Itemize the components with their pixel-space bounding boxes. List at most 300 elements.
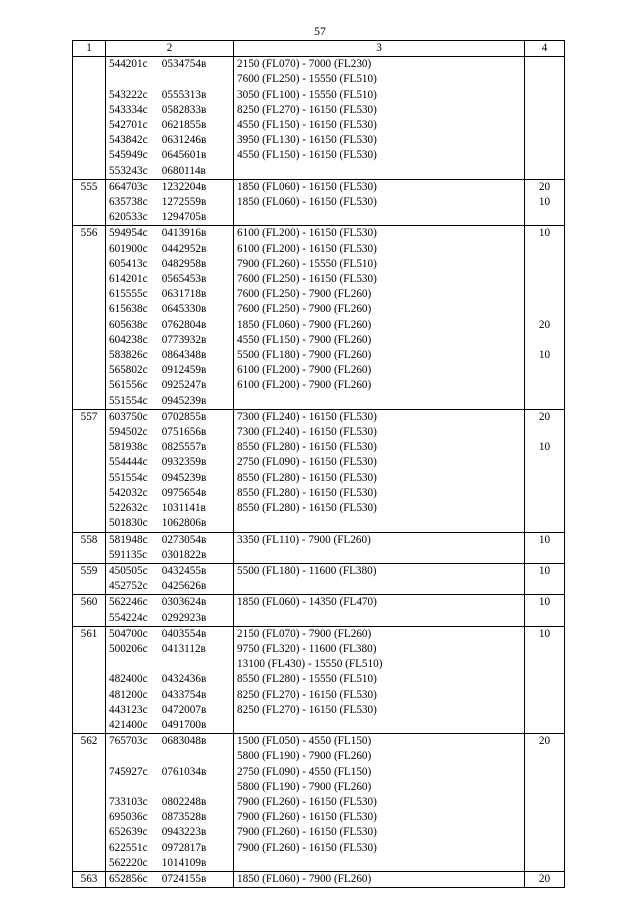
- value-cell: [525, 516, 565, 532]
- altitude-range-cell: 1500 (FL050) - 4550 (FL150): [234, 734, 525, 750]
- table-row: [73, 287, 565, 302]
- longitude-code: 1062806в: [161, 517, 207, 530]
- longitude-code: 0413916в: [161, 227, 207, 240]
- longitude-code: 0482958в: [161, 257, 207, 270]
- latitude-code: 421400с: [109, 718, 148, 731]
- column-header-1: 1: [73, 41, 106, 57]
- zone-number-cell: [73, 348, 106, 363]
- altitude-range-cell: 7600 (FL250) - 7900 (FL260): [234, 302, 525, 317]
- value-cell: [525, 548, 565, 564]
- table-row: [73, 103, 565, 118]
- column-header-3: 3: [234, 41, 525, 57]
- zone-number-cell: [73, 425, 106, 440]
- zone-number-cell: [73, 88, 106, 103]
- value-cell: [525, 471, 565, 486]
- table-body: [73, 57, 565, 888]
- zone-number-cell: 560: [73, 595, 106, 611]
- page-number: 57: [314, 24, 326, 38]
- longitude-code: 1294705в: [161, 211, 207, 224]
- latitude-code: 542032с: [109, 486, 148, 499]
- latitude-code: 443123с: [109, 703, 148, 716]
- coordinates-cell: [106, 579, 234, 595]
- longitude-code: 0303624в: [161, 596, 207, 609]
- zone-number-cell: [73, 657, 106, 672]
- table-row: [73, 703, 565, 718]
- longitude-code: 0683048в: [161, 735, 207, 748]
- latitude-code: 543842с: [109, 134, 148, 147]
- coordinates-cell: [106, 516, 234, 532]
- table-row: [73, 471, 565, 486]
- altitude-range-cell: [234, 164, 525, 180]
- zone-number-cell: [73, 501, 106, 516]
- altitude-range-cell: 7900 (FL260) - 15550 (FL510): [234, 257, 525, 272]
- value-cell: [525, 780, 565, 795]
- latitude-code: 603750с: [109, 410, 148, 423]
- altitude-range-cell: 5500 (FL180) - 7900 (FL260): [234, 348, 525, 363]
- altitude-range-cell: 6100 (FL200) - 7900 (FL260): [234, 378, 525, 393]
- latitude-code: 594954с: [109, 227, 148, 240]
- coordinates-cell: [106, 595, 234, 611]
- altitude-range-cell: [234, 611, 525, 627]
- table-row: [73, 486, 565, 501]
- altitude-range-cell: 7600 (FL250) - 7900 (FL260): [234, 287, 525, 302]
- table-row: [73, 394, 565, 410]
- zone-number-cell: [73, 718, 106, 734]
- coordinates-cell: [106, 148, 234, 163]
- table-row: [73, 657, 565, 672]
- latitude-code: 551554с: [109, 394, 148, 407]
- coordinates-cell: [106, 378, 234, 393]
- value-cell: [525, 825, 565, 840]
- altitude-range-cell: 6100 (FL200) - 16150 (FL530): [234, 242, 525, 257]
- altitude-range-cell: 8550 (FL280) - 16150 (FL530): [234, 471, 525, 486]
- value-cell: [525, 118, 565, 133]
- table-row: [73, 548, 565, 564]
- zone-number-cell: 557: [73, 409, 106, 425]
- value-cell: 10: [525, 563, 565, 579]
- latitude-code: 601900с: [109, 242, 148, 255]
- longitude-code: 0645330в: [161, 303, 207, 316]
- value-cell: 20: [525, 409, 565, 425]
- coordinates-cell: [106, 272, 234, 287]
- altitude-range-cell: 2150 (FL070) - 7000 (FL230): [234, 57, 525, 73]
- value-cell: [525, 363, 565, 378]
- value-cell: [525, 242, 565, 257]
- table-row: [73, 718, 565, 734]
- coordinates-cell: [106, 455, 234, 470]
- coordinates-cell: [106, 257, 234, 272]
- zone-number-cell: [73, 148, 106, 163]
- longitude-code: 0680114в: [161, 164, 206, 177]
- longitude-code: 0802248в: [161, 795, 207, 808]
- altitude-range-cell: 7900 (FL260) - 16150 (FL530): [234, 795, 525, 810]
- longitude-code: 0425626в: [161, 580, 207, 593]
- coordinates-cell: [106, 195, 234, 210]
- altitude-range-cell: 7600 (FL250) - 15550 (FL510): [234, 72, 525, 87]
- zone-number-cell: [73, 642, 106, 657]
- coordinates-cell: [106, 688, 234, 703]
- airspace-table: [72, 40, 565, 888]
- coordinates-cell: [106, 871, 234, 887]
- value-cell: [525, 272, 565, 287]
- latitude-code: 664703с: [109, 180, 148, 193]
- longitude-code: 0432455в: [161, 564, 207, 577]
- zone-number-cell: [73, 440, 106, 455]
- longitude-code: 1232204в: [161, 180, 207, 193]
- coordinates-cell: [106, 856, 234, 872]
- value-cell: [525, 642, 565, 657]
- value-cell: [525, 501, 565, 516]
- coordinates-cell: [106, 164, 234, 180]
- longitude-code: 0932359в: [161, 456, 207, 469]
- zone-number-cell: [73, 749, 106, 764]
- zone-number-cell: [73, 394, 106, 410]
- latitude-code: 481200с: [109, 688, 148, 701]
- zone-number-cell: [73, 765, 106, 780]
- altitude-range-cell: 8250 (FL270) - 16150 (FL530): [234, 688, 525, 703]
- zone-number-cell: [73, 242, 106, 257]
- coordinates-cell: [106, 394, 234, 410]
- longitude-code: 0273054в: [161, 533, 207, 546]
- table-row: [73, 72, 565, 87]
- longitude-code: 0631718в: [161, 288, 207, 301]
- table-row: [73, 272, 565, 287]
- table-row: [73, 378, 565, 393]
- latitude-code: 620533с: [109, 211, 148, 224]
- latitude-code: 583826с: [109, 349, 148, 362]
- coordinates-cell: [106, 118, 234, 133]
- zone-number-cell: 562: [73, 734, 106, 750]
- latitude-code: 635738с: [109, 196, 148, 209]
- longitude-code: 0621855в: [161, 119, 207, 132]
- table-row: [73, 579, 565, 595]
- value-cell: [525, 672, 565, 687]
- coordinates-cell: [106, 242, 234, 257]
- value-cell: [525, 718, 565, 734]
- coordinates-cell: [106, 841, 234, 856]
- table-row: [73, 611, 565, 627]
- longitude-code: 1272559в: [161, 196, 207, 209]
- zone-number-cell: [73, 810, 106, 825]
- altitude-range-cell: 9750 (FL320) - 11600 (FL380): [234, 642, 525, 657]
- longitude-code: 0912459в: [161, 364, 207, 377]
- table-row: [73, 348, 565, 363]
- table-row: [73, 333, 565, 348]
- zone-number-cell: [73, 579, 106, 595]
- altitude-range-cell: [234, 718, 525, 734]
- zone-number-cell: [73, 195, 106, 210]
- zone-number-cell: [73, 272, 106, 287]
- longitude-code: 0472007в: [161, 703, 207, 716]
- value-cell: 10: [525, 595, 565, 611]
- value-cell: [525, 133, 565, 148]
- value-cell: 20: [525, 179, 565, 195]
- latitude-code: 765703с: [109, 735, 148, 748]
- value-cell: [525, 765, 565, 780]
- coordinates-cell: [106, 409, 234, 425]
- longitude-code: 1031141в: [161, 502, 206, 515]
- value-cell: 20: [525, 734, 565, 750]
- table-row: [73, 780, 565, 795]
- coordinates-cell: [106, 287, 234, 302]
- table-row: [73, 749, 565, 764]
- longitude-code: 0292923в: [161, 611, 207, 624]
- value-cell: [525, 486, 565, 501]
- longitude-code: 0945239в: [161, 471, 207, 484]
- value-cell: [525, 57, 565, 73]
- altitude-range-cell: [234, 394, 525, 410]
- table-row: [73, 810, 565, 825]
- latitude-code: 450505с: [109, 564, 148, 577]
- altitude-range-cell: 1850 (FL060) - 7900 (FL260): [234, 318, 525, 333]
- altitude-range-cell: 8550 (FL280) - 15550 (FL510): [234, 672, 525, 687]
- altitude-range-cell: [234, 210, 525, 226]
- zone-number-cell: [73, 133, 106, 148]
- value-cell: [525, 164, 565, 180]
- table-row: [73, 841, 565, 856]
- coordinates-cell: [106, 532, 234, 548]
- latitude-code: 452752с: [109, 580, 148, 593]
- coordinates-cell: [106, 57, 234, 73]
- longitude-code: 0301822в: [161, 548, 207, 561]
- zone-number-cell: 563: [73, 871, 106, 887]
- value-cell: 10: [525, 348, 565, 363]
- value-cell: [525, 378, 565, 393]
- coordinates-cell: [106, 795, 234, 810]
- latitude-code: 581938с: [109, 441, 148, 454]
- zone-number-cell: 555: [73, 179, 106, 195]
- table-row: [73, 516, 565, 532]
- value-cell: [525, 856, 565, 872]
- table-row: [73, 563, 565, 579]
- table-row: [73, 133, 565, 148]
- latitude-code: 604238с: [109, 333, 148, 346]
- altitude-range-cell: 7900 (FL260) - 16150 (FL530): [234, 841, 525, 856]
- zone-number-cell: [73, 118, 106, 133]
- longitude-code: 0432436в: [161, 673, 207, 686]
- longitude-code: 0413112в: [161, 642, 206, 655]
- zone-number-cell: [73, 378, 106, 393]
- zone-number-cell: [73, 486, 106, 501]
- altitude-range-cell: 1850 (FL060) - 7900 (FL260): [234, 871, 525, 887]
- table-row: [73, 88, 565, 103]
- coordinates-cell: [106, 765, 234, 780]
- longitude-code: 0433754в: [161, 688, 207, 701]
- altitude-range-cell: 4550 (FL150) - 16150 (FL530): [234, 148, 525, 163]
- latitude-code: 581948с: [109, 533, 148, 546]
- latitude-code: 551554с: [109, 471, 148, 484]
- table-row: [73, 595, 565, 611]
- zone-number-cell: [73, 363, 106, 378]
- table-row: [73, 642, 565, 657]
- coordinates-cell: [106, 318, 234, 333]
- zone-number-cell: [73, 210, 106, 226]
- longitude-code: 0975654в: [161, 486, 207, 499]
- zone-number-cell: [73, 703, 106, 718]
- zone-number-cell: [73, 333, 106, 348]
- column-header-2: 2: [106, 41, 234, 57]
- zone-number-cell: [73, 780, 106, 795]
- value-cell: [525, 394, 565, 410]
- table-row: [73, 164, 565, 180]
- coordinates-cell: [106, 226, 234, 242]
- table-row: [73, 795, 565, 810]
- latitude-code: 545949с: [109, 149, 148, 162]
- zone-number-cell: [73, 611, 106, 627]
- longitude-code: 0555313в: [161, 88, 207, 101]
- longitude-code: 0943223в: [161, 826, 207, 839]
- value-cell: [525, 841, 565, 856]
- value-cell: [525, 425, 565, 440]
- altitude-range-cell: 3350 (FL110) - 7900 (FL260): [234, 532, 525, 548]
- longitude-code: 0491700в: [161, 718, 207, 731]
- value-cell: [525, 749, 565, 764]
- longitude-code: 0702855в: [161, 410, 207, 423]
- longitude-code: 0773932в: [161, 333, 207, 346]
- value-cell: [525, 688, 565, 703]
- altitude-range-cell: 2150 (FL070) - 7900 (FL260): [234, 626, 525, 642]
- zone-number-cell: [73, 257, 106, 272]
- coordinates-cell: [106, 210, 234, 226]
- latitude-code: 622551с: [109, 841, 148, 854]
- zone-number-cell: [73, 103, 106, 118]
- latitude-code: 553243с: [109, 164, 148, 177]
- longitude-code: 0873528в: [161, 811, 207, 824]
- latitude-code: 543222с: [109, 88, 148, 101]
- value-cell: [525, 810, 565, 825]
- table-row: [73, 118, 565, 133]
- coordinates-cell: [106, 672, 234, 687]
- zone-number-cell: 556: [73, 226, 106, 242]
- altitude-range-cell: 5800 (FL190) - 7900 (FL260): [234, 780, 525, 795]
- value-cell: 10: [525, 440, 565, 455]
- table-row: [73, 871, 565, 887]
- latitude-code: 733103с: [109, 795, 148, 808]
- table-row: [73, 825, 565, 840]
- coordinates-cell: [106, 471, 234, 486]
- longitude-code: 0864348в: [161, 349, 207, 362]
- table-row: [73, 302, 565, 317]
- longitude-code: 0762804в: [161, 318, 207, 331]
- table-row: [73, 688, 565, 703]
- altitude-range-cell: 1850 (FL060) - 14350 (FL470): [234, 595, 525, 611]
- longitude-code: 0403554в: [161, 627, 207, 640]
- coordinates-cell: [106, 103, 234, 118]
- latitude-code: 501830с: [109, 517, 148, 530]
- coordinates-cell: [106, 749, 234, 764]
- value-cell: [525, 287, 565, 302]
- coordinates-cell: [106, 718, 234, 734]
- table-row: [73, 734, 565, 750]
- altitude-range-cell: 8250 (FL270) - 16150 (FL530): [234, 103, 525, 118]
- value-cell: [525, 611, 565, 627]
- coordinates-cell: [106, 440, 234, 455]
- value-cell: 10: [525, 195, 565, 210]
- longitude-code: 0442952в: [161, 242, 207, 255]
- zone-number-cell: [73, 548, 106, 564]
- zone-number-cell: 561: [73, 626, 106, 642]
- latitude-code: 615638с: [109, 303, 148, 316]
- longitude-code: 0724155в: [161, 872, 207, 885]
- coordinates-cell: [106, 563, 234, 579]
- table-row: [73, 409, 565, 425]
- altitude-range-cell: 13100 (FL430) - 15550 (FL510): [234, 657, 525, 672]
- coordinates-cell: [106, 425, 234, 440]
- value-cell: 20: [525, 318, 565, 333]
- longitude-code: 0565453в: [161, 273, 207, 286]
- value-cell: [525, 103, 565, 118]
- coordinates-cell: [106, 548, 234, 564]
- zone-number-cell: [73, 455, 106, 470]
- value-cell: 10: [525, 626, 565, 642]
- table-row: [73, 57, 565, 73]
- latitude-code: 482400с: [109, 673, 148, 686]
- latitude-code: 544201с: [109, 58, 148, 71]
- altitude-range-cell: 7900 (FL260) - 16150 (FL530): [234, 825, 525, 840]
- value-cell: 10: [525, 532, 565, 548]
- table-row: [73, 363, 565, 378]
- altitude-range-cell: 7600 (FL250) - 16150 (FL530): [234, 272, 525, 287]
- latitude-code: 695036с: [109, 811, 148, 824]
- latitude-code: 591135с: [109, 548, 148, 561]
- zone-number-cell: [73, 856, 106, 872]
- latitude-code: 745927с: [109, 765, 148, 778]
- coordinates-cell: [106, 333, 234, 348]
- coordinates-cell: [106, 486, 234, 501]
- coordinates-cell: [106, 133, 234, 148]
- latitude-code: 594502с: [109, 426, 148, 439]
- altitude-range-cell: 3050 (FL100) - 15550 (FL510): [234, 88, 525, 103]
- altitude-range-cell: [234, 548, 525, 564]
- coordinates-cell: [106, 734, 234, 750]
- altitude-range-cell: 8550 (FL280) - 16150 (FL530): [234, 486, 525, 501]
- coordinates-cell: [106, 363, 234, 378]
- coordinates-cell: [106, 626, 234, 642]
- latitude-code: 615555с: [109, 288, 148, 301]
- value-cell: [525, 88, 565, 103]
- zone-number-cell: [73, 318, 106, 333]
- zone-number-cell: [73, 795, 106, 810]
- table-row: [73, 455, 565, 470]
- altitude-range-cell: 4550 (FL150) - 16150 (FL530): [234, 118, 525, 133]
- value-cell: [525, 795, 565, 810]
- table-row: [73, 425, 565, 440]
- table-row: [73, 210, 565, 226]
- longitude-code: 0825557в: [161, 441, 207, 454]
- table-row: [73, 856, 565, 872]
- value-cell: [525, 210, 565, 226]
- latitude-code: 565802с: [109, 364, 148, 377]
- latitude-code: 500206с: [109, 642, 148, 655]
- zone-number-cell: [73, 164, 106, 180]
- coordinates-cell: [106, 179, 234, 195]
- table-row: [73, 242, 565, 257]
- value-cell: [525, 333, 565, 348]
- table-row: [73, 672, 565, 687]
- table-row: [73, 179, 565, 195]
- zone-number-cell: 559: [73, 563, 106, 579]
- table-row: [73, 226, 565, 242]
- zone-number-cell: [73, 72, 106, 87]
- latitude-code: 561556с: [109, 379, 148, 392]
- altitude-range-cell: 7900 (FL260) - 16150 (FL530): [234, 810, 525, 825]
- altitude-range-cell: 7300 (FL240) - 16150 (FL530): [234, 409, 525, 425]
- coordinates-cell: [106, 780, 234, 795]
- altitude-range-cell: 4550 (FL150) - 7900 (FL260): [234, 333, 525, 348]
- altitude-range-cell: 6100 (FL200) - 7900 (FL260): [234, 363, 525, 378]
- coordinates-cell: [106, 501, 234, 516]
- altitude-range-cell: 8550 (FL280) - 16150 (FL530): [234, 440, 525, 455]
